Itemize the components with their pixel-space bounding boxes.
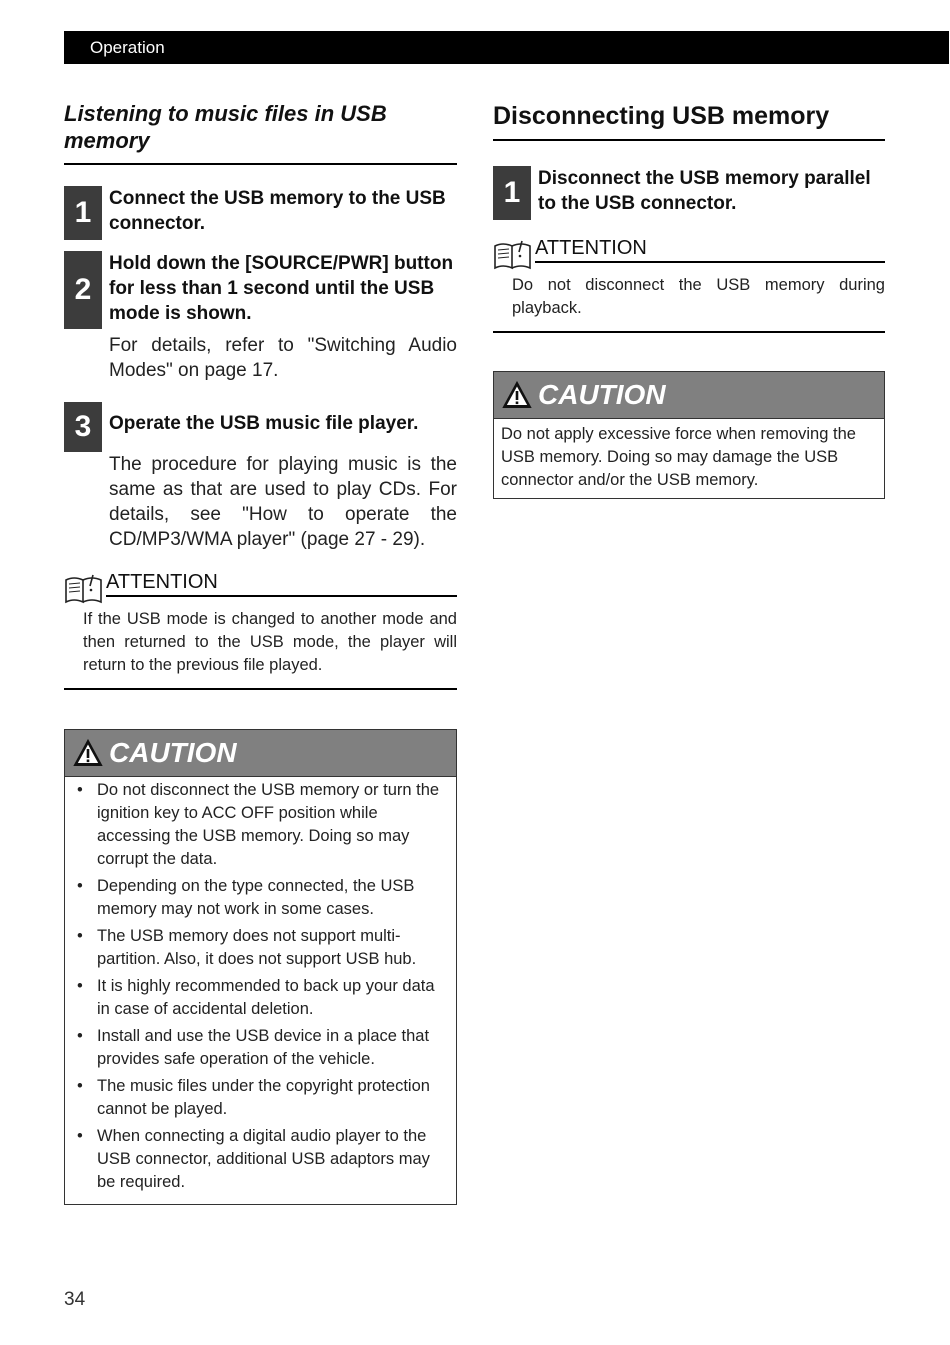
caution-box: [64, 729, 457, 1205]
caution-label: CAUTION: [109, 737, 237, 768]
step-1: [64, 186, 457, 236]
list-item: • Install and use the USB device in a place that provides safe operation of the vehicle.: [77, 1025, 448, 1071]
warning-triangle-icon: [502, 381, 532, 409]
left-column: [64, 100, 457, 1205]
caution-text: Do not apply excessive force when removing the USB memory. Doing so may damage the USB connector and/or the USB memory.: [501, 425, 856, 489]
left-section-title: Listening to music files in USB memory: [64, 100, 457, 165]
page-number: 34: [64, 1289, 86, 1310]
list-item: • The USB memory does not support multi-partition. Also, it does not support USB hub.: [77, 925, 448, 971]
attention-label: ATTENTION: [106, 570, 457, 597]
list-item: • When connecting a digital audio player to the USB connector, additional USB adaptors may be required.: [77, 1125, 448, 1194]
divider: [493, 331, 885, 333]
divider: [64, 688, 457, 690]
step-3: [64, 402, 457, 552]
step-number: 2: [64, 251, 102, 329]
step-2: [64, 251, 457, 383]
step-number: 3: [64, 402, 102, 452]
book-icon: [493, 238, 533, 270]
attention-text: If the USB mode is changed to another mode and then returned to the USB mode, the player will return to the previous file played.: [83, 610, 457, 674]
list-item: • It is highly recommended to back up your data in case of accidental deletion.: [77, 975, 448, 1021]
step-title: Operate the USB music file player.: [109, 413, 419, 434]
warning-triangle-icon: [73, 739, 103, 767]
step-title: Connect the USB memory to the USB connector.: [109, 188, 446, 234]
list-item: • The music files under the copyright protection cannot be played.: [77, 1075, 448, 1121]
list-item: • Do not disconnect the USB memory or turn the ignition key to ACC OFF position while accessing the USB memory. Doing so may corrupt the data.: [77, 779, 448, 871]
step-title: Hold down the [SOURCE/PWR] button for less than 1 second until the USB mode is shown.: [109, 253, 454, 324]
attention-label: ATTENTION: [535, 236, 885, 263]
section-header-label: Operation: [90, 38, 165, 57]
attention-text: Do not disconnect the USB memory during playback.: [512, 276, 885, 317]
step-body: For details, refer to "Switching Audio Modes" on page 17.: [109, 335, 457, 381]
step-title: Disconnect the USB memory parallel to the USB connector.: [538, 168, 871, 214]
caution-label: CAUTION: [538, 379, 666, 410]
caution-list: [65, 777, 456, 1204]
section-header-bar: [64, 31, 949, 64]
step-1: [493, 166, 885, 216]
step-body: The procedure for playing music is the same as that are used to play CDs. For details, see "How to operate the CD/MP3/WMA player" (page 27 - 29).: [109, 454, 457, 550]
list-item: • Depending on the type connected, the USB memory may not work in some cases.: [77, 875, 448, 921]
right-column: [493, 100, 885, 499]
attention-note: [64, 570, 457, 690]
attention-note: [493, 236, 885, 333]
step-number: 1: [493, 166, 531, 220]
right-section-title: Disconnecting USB memory: [493, 100, 885, 141]
caution-box: [493, 371, 885, 499]
caution-header: [494, 372, 884, 419]
book-icon: [64, 572, 104, 604]
step-number: 1: [64, 186, 102, 240]
caution-header: [65, 730, 456, 777]
